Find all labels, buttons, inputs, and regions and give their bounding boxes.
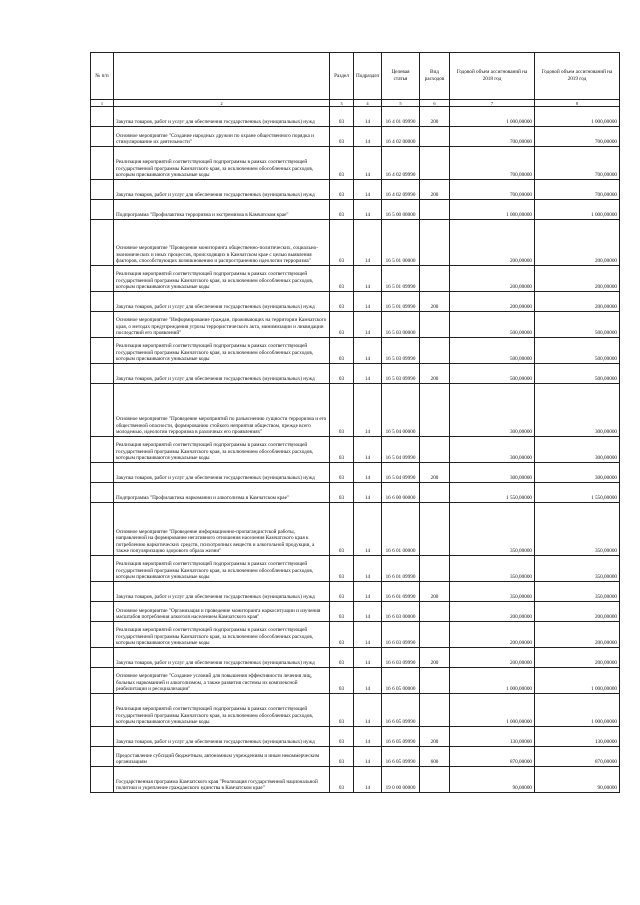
cell-amount-2019: 500,00000 xyxy=(535,364,620,384)
cell-num xyxy=(91,556,114,582)
cell-article: 19 0 00 00000 xyxy=(382,767,420,793)
cell-name: Основное мероприятие "Создание условий для повышения эффективности лечения лиц, больных наркоманией и алкоголизмом, а также развития системы их комплексной реабилитации и ресоциализации" xyxy=(114,668,330,694)
cell-amount-2019: 870,00000 xyxy=(535,747,620,767)
cell-num xyxy=(91,107,114,127)
cell-article: 16 6 05 09990 xyxy=(382,694,420,727)
column-number-row xyxy=(91,100,620,107)
cell-expense-type: 200 xyxy=(420,582,450,602)
cell-subsection: 14 xyxy=(354,582,382,602)
cell-article: 16 5 01 09990 xyxy=(382,292,420,312)
cell-num xyxy=(91,200,114,220)
column-number: 5 xyxy=(382,100,420,107)
cell-name: Закупка товаров, работ и услуг для обеспечения государственных (муниципальных) нужд xyxy=(114,648,330,668)
cell-amount-2018: 500,00000 xyxy=(450,312,535,338)
cell-amount-2018: 200,00000 xyxy=(450,648,535,668)
table-row xyxy=(91,147,620,180)
table-row xyxy=(91,338,620,364)
table-row xyxy=(91,266,620,292)
cell-subsection: 14 xyxy=(354,312,382,338)
cell-name: Закупка товаров, работ и услуг для обеспечения государственных (муниципальных) нужд xyxy=(114,180,330,200)
cell-section: 03 xyxy=(330,107,354,127)
cell-num xyxy=(91,582,114,602)
cell-subsection: 14 xyxy=(354,364,382,384)
cell-num xyxy=(91,622,114,648)
cell-expense-type xyxy=(420,437,450,463)
cell-amount-2018: 1 000,00000 xyxy=(450,668,535,694)
cell-expense-type xyxy=(420,503,450,556)
cell-subsection: 14 xyxy=(354,556,382,582)
cell-amount-2019: 700,00000 xyxy=(535,147,620,180)
cell-name: Закупка товаров, работ и услуг для обеспечения государственных (муниципальных) нужд xyxy=(114,364,330,384)
cell-name: Реализация мероприятий соответствующей подпрограммы в рамках соответствующей государственной программы Камчатского края, за исключением обособленных расходов, которым присваиваются уникальные коды xyxy=(114,147,330,180)
cell-num xyxy=(91,292,114,312)
table-row xyxy=(91,648,620,668)
cell-article: 16 6 03 09990 xyxy=(382,648,420,668)
cell-article: 16 6 05 09990 xyxy=(382,747,420,767)
cell-subsection: 14 xyxy=(354,338,382,364)
cell-amount-2018: 200,00000 xyxy=(450,292,535,312)
cell-num xyxy=(91,338,114,364)
cell-expense-type xyxy=(420,694,450,727)
cell-article: 16 5 04 09990 xyxy=(382,463,420,483)
cell-section: 03 xyxy=(330,266,354,292)
cell-amount-2018: 200,00000 xyxy=(450,602,535,622)
table-row xyxy=(91,127,620,147)
cell-section: 03 xyxy=(330,463,354,483)
cell-section: 03 xyxy=(330,767,354,793)
cell-expense-type xyxy=(420,127,450,147)
cell-subsection: 14 xyxy=(354,463,382,483)
table-row xyxy=(91,107,620,127)
cell-subsection: 14 xyxy=(354,668,382,694)
cell-article: 16 5 04 00000 xyxy=(382,384,420,437)
cell-amount-2018: 350,00000 xyxy=(450,556,535,582)
cell-expense-type xyxy=(420,483,450,503)
cell-amount-2019: 350,00000 xyxy=(535,503,620,556)
cell-name: Реализация мероприятий соответствующей подпрограммы в рамках соответствующей государственной программы Камчатского края, за исключением обособленных расходов, которым присваиваются уникальные коды xyxy=(114,622,330,648)
cell-name: Подпрограмма "Профилактика наркомании и алкоголизма в Камчатском крае" xyxy=(114,483,330,503)
budget-table xyxy=(90,52,620,793)
cell-amount-2019: 200,00000 xyxy=(535,648,620,668)
cell-subsection: 14 xyxy=(354,200,382,220)
cell-amount-2018: 870,00000 xyxy=(450,747,535,767)
cell-article: 16 6 01 09990 xyxy=(382,556,420,582)
cell-expense-type xyxy=(420,200,450,220)
cell-subsection: 14 xyxy=(354,180,382,200)
cell-expense-type: 200 xyxy=(420,648,450,668)
cell-section: 03 xyxy=(330,338,354,364)
cell-amount-2019: 500,00000 xyxy=(535,338,620,364)
header-section: Раздел xyxy=(330,53,354,100)
cell-expense-type xyxy=(420,147,450,180)
cell-num xyxy=(91,602,114,622)
cell-amount-2018: 200,00000 xyxy=(450,266,535,292)
table-row xyxy=(91,668,620,694)
cell-subsection: 14 xyxy=(354,622,382,648)
cell-amount-2019: 700,00000 xyxy=(535,127,620,147)
table-row xyxy=(91,364,620,384)
table-row xyxy=(91,694,620,727)
cell-amount-2018: 1 000,00000 xyxy=(450,107,535,127)
cell-amount-2018: 350,00000 xyxy=(450,582,535,602)
cell-name: Основное мероприятие "Проведение мониторинга общественно-политических, социально-экономических и иных процессов, происходящих в Камчатском крае с целью выявления факторов, способствующих возникновению и распространению идеологии терроризма" xyxy=(114,220,330,266)
cell-num xyxy=(91,503,114,556)
cell-amount-2019: 1 000,00000 xyxy=(535,694,620,727)
cell-article: 16 5 03 00000 xyxy=(382,312,420,338)
header-expense-type: Вид расходов xyxy=(420,53,450,100)
cell-amount-2018: 90,00000 xyxy=(450,767,535,793)
cell-amount-2018: 700,00000 xyxy=(450,180,535,200)
cell-name: Подпрограмма "Профилактика терроризма и экстремизма в Камчатском крае" xyxy=(114,200,330,220)
cell-num xyxy=(91,648,114,668)
cell-article: 16 6 03 09990 xyxy=(382,622,420,648)
cell-article: 16 4 02 09990 xyxy=(382,180,420,200)
cell-num xyxy=(91,147,114,180)
cell-article: 16 4 01 09990 xyxy=(382,107,420,127)
cell-name: Закупка товаров, работ и услуг для обеспечения государственных (муниципальных) нужд xyxy=(114,582,330,602)
cell-subsection: 14 xyxy=(354,147,382,180)
cell-name: Государственная программа Камчатского края "Реализация государственной национальной политики и укрепление гражданского единства в Камчатском крае" xyxy=(114,767,330,793)
cell-amount-2019: 90,00000 xyxy=(535,767,620,793)
cell-article: 16 5 04 09990 xyxy=(382,437,420,463)
cell-subsection: 14 xyxy=(354,384,382,437)
cell-amount-2019: 300,00000 xyxy=(535,437,620,463)
cell-subsection: 14 xyxy=(354,266,382,292)
cell-section: 03 xyxy=(330,147,354,180)
cell-amount-2018: 300,00000 xyxy=(450,463,535,483)
cell-amount-2019: 200,00000 xyxy=(535,602,620,622)
table-row xyxy=(91,556,620,582)
cell-article: 16 6 01 00000 xyxy=(382,503,420,556)
cell-article: 16 5 00 00000 xyxy=(382,200,420,220)
cell-expense-type: 200 xyxy=(420,292,450,312)
table-row xyxy=(91,582,620,602)
cell-article: 16 5 01 09990 xyxy=(382,266,420,292)
cell-amount-2019: 1 000,00000 xyxy=(535,107,620,127)
cell-amount-2019: 130,00000 xyxy=(535,727,620,747)
cell-section: 03 xyxy=(330,602,354,622)
header-num: № п/п xyxy=(91,53,114,100)
cell-amount-2018: 700,00000 xyxy=(450,147,535,180)
header-amount-2019: Годовой объем ассигнований на 2019 год xyxy=(535,53,620,100)
cell-section: 03 xyxy=(330,200,354,220)
cell-amount-2019: 350,00000 xyxy=(535,582,620,602)
cell-name: Закупка товаров, работ и услуг для обеспечения государственных (муниципальных) нужд xyxy=(114,463,330,483)
table-body xyxy=(91,107,620,793)
cell-amount-2019: 1 550,00000 xyxy=(535,483,620,503)
cell-num xyxy=(91,266,114,292)
cell-subsection: 14 xyxy=(354,437,382,463)
cell-subsection: 14 xyxy=(354,747,382,767)
cell-subsection: 14 xyxy=(354,292,382,312)
cell-amount-2019: 200,00000 xyxy=(535,622,620,648)
cell-amount-2018: 200,00000 xyxy=(450,622,535,648)
cell-expense-type xyxy=(420,622,450,648)
header-row xyxy=(91,53,620,100)
table-row xyxy=(91,602,620,622)
table-row xyxy=(91,727,620,747)
column-number: 7 xyxy=(450,100,535,107)
cell-amount-2018: 500,00000 xyxy=(450,364,535,384)
cell-subsection: 14 xyxy=(354,107,382,127)
cell-amount-2018: 300,00000 xyxy=(450,437,535,463)
cell-amount-2018: 200,00000 xyxy=(450,220,535,266)
cell-subsection: 14 xyxy=(354,694,382,727)
cell-subsection: 14 xyxy=(354,127,382,147)
cell-amount-2018: 300,00000 xyxy=(450,384,535,437)
cell-num xyxy=(91,127,114,147)
cell-expense-type xyxy=(420,338,450,364)
cell-expense-type: 200 xyxy=(420,364,450,384)
cell-section: 03 xyxy=(330,437,354,463)
cell-amount-2019: 350,00000 xyxy=(535,556,620,582)
cell-amount-2019: 300,00000 xyxy=(535,463,620,483)
cell-article: 16 6 03 00000 xyxy=(382,602,420,622)
cell-article: 16 4 02 00000 xyxy=(382,127,420,147)
cell-expense-type xyxy=(420,668,450,694)
cell-section: 03 xyxy=(330,648,354,668)
table-row xyxy=(91,747,620,767)
cell-num xyxy=(91,220,114,266)
cell-amount-2019: 500,00000 xyxy=(535,312,620,338)
cell-article: 16 5 03 09990 xyxy=(382,338,420,364)
cell-expense-type: 200 xyxy=(420,180,450,200)
cell-expense-type: 200 xyxy=(420,107,450,127)
header-amount-2018: Годовой объем ассигнований на 2018 год xyxy=(450,53,535,100)
cell-amount-2019: 1 000,00000 xyxy=(535,668,620,694)
cell-section: 03 xyxy=(330,622,354,648)
cell-article: 16 4 02 09990 xyxy=(382,147,420,180)
cell-num xyxy=(91,437,114,463)
cell-num xyxy=(91,312,114,338)
cell-amount-2019: 200,00000 xyxy=(535,266,620,292)
cell-num xyxy=(91,668,114,694)
cell-article: 16 6 01 09990 xyxy=(382,582,420,602)
cell-name: Основное мероприятие "Организация и проведение мониторинга наркоситуации и изучения масштабов потребления алкоголя населением Камчатского края" xyxy=(114,602,330,622)
header-subsection: Подраздел xyxy=(354,53,382,100)
cell-amount-2019: 700,00000 xyxy=(535,180,620,200)
cell-name: Основное мероприятие "Информирование граждан, проживающих на территории Камчатского края, о методах предупреждения угрозы террористического акта, минимизации и ликвидации последствий его проявлений" xyxy=(114,312,330,338)
table-row xyxy=(91,503,620,556)
cell-num xyxy=(91,767,114,793)
cell-num xyxy=(91,384,114,437)
table-row xyxy=(91,220,620,266)
table-row xyxy=(91,180,620,200)
header-article: Целевая статья xyxy=(382,53,420,100)
column-number: 2 xyxy=(114,100,330,107)
cell-name: Основное мероприятие "Проведение мероприятий по разъяснению сущности терроризма и его общественной опасности, формированию стойкого неприятия обществом, прежде всего молодежью, идеологии терроризма в различных его проявлениях" xyxy=(114,384,330,437)
cell-amount-2018: 130,00000 xyxy=(450,727,535,747)
cell-expense-type xyxy=(420,266,450,292)
cell-expense-type xyxy=(420,384,450,437)
cell-amount-2018: 1 000,00000 xyxy=(450,694,535,727)
cell-section: 03 xyxy=(330,364,354,384)
cell-num xyxy=(91,747,114,767)
cell-name: Основное мероприятие "Создание народных дружин по охране общественного порядка и стимулирование их деятельности" xyxy=(114,127,330,147)
cell-name: Закупка товаров, работ и услуг для обеспечения государственных (муниципальных) нужд xyxy=(114,727,330,747)
cell-name: Предоставление субсидий бюджетным, автономным учреждениям и иным некоммерческим организациям xyxy=(114,747,330,767)
table-row xyxy=(91,437,620,463)
cell-name: Основное мероприятие "Проведение информационно-пропагандистской работы, направленной на формирование негативного отношения населения Камчатского края к потреблению наркотических средств, психотропных веществ и алкогольной продукции, а также популяризацию здорового образа жизни" xyxy=(114,503,330,556)
cell-section: 03 xyxy=(330,503,354,556)
cell-section: 03 xyxy=(330,483,354,503)
cell-amount-2019: 200,00000 xyxy=(535,220,620,266)
cell-section: 03 xyxy=(330,312,354,338)
cell-article: 16 5 03 09990 xyxy=(382,364,420,384)
cell-section: 03 xyxy=(330,727,354,747)
cell-expense-type xyxy=(420,556,450,582)
column-number: 6 xyxy=(420,100,450,107)
cell-amount-2018: 1 000,00000 xyxy=(450,200,535,220)
cell-section: 03 xyxy=(330,582,354,602)
table-row xyxy=(91,767,620,793)
cell-name: Реализация мероприятий соответствующей подпрограммы в рамках соответствующей государственной программы Камчатского края, за исключением обособленных расходов, которым присваиваются уникальные коды xyxy=(114,338,330,364)
cell-subsection: 14 xyxy=(354,602,382,622)
table-row xyxy=(91,483,620,503)
cell-name: Закупка товаров, работ и услуг для обеспечения государственных (муниципальных) нужд xyxy=(114,107,330,127)
cell-subsection: 14 xyxy=(354,483,382,503)
cell-expense-type: 200 xyxy=(420,727,450,747)
cell-section: 03 xyxy=(330,668,354,694)
cell-num xyxy=(91,727,114,747)
cell-name: Реализация мероприятий соответствующей подпрограммы в рамках соответствующей государственной программы Камчатского края, за исключением обособленных расходов, которым присваиваются уникальные коды xyxy=(114,266,330,292)
cell-name: Реализация мероприятий соответствующей подпрограммы в рамках соответствующей государственной программы Камчатского края, за исключением обособленных расходов, которым присваиваются уникальные коды xyxy=(114,694,330,727)
cell-num xyxy=(91,694,114,727)
cell-subsection: 14 xyxy=(354,767,382,793)
table-row xyxy=(91,384,620,437)
cell-section: 03 xyxy=(330,747,354,767)
header-name xyxy=(114,53,330,100)
table-row xyxy=(91,463,620,483)
cell-num xyxy=(91,180,114,200)
cell-subsection: 14 xyxy=(354,503,382,556)
cell-article: 16 6 05 09990 xyxy=(382,727,420,747)
cell-section: 03 xyxy=(330,127,354,147)
table-row xyxy=(91,292,620,312)
cell-section: 03 xyxy=(330,180,354,200)
table-row xyxy=(91,312,620,338)
cell-article: 16 6 05 00000 xyxy=(382,668,420,694)
column-number: 1 xyxy=(91,100,114,107)
table-row xyxy=(91,622,620,648)
cell-subsection: 14 xyxy=(354,648,382,668)
cell-expense-type xyxy=(420,767,450,793)
cell-name: Реализация мероприятий соответствующей подпрограммы в рамках соответствующей государственной программы Камчатского края, за исключением обособленных расходов, которым присваиваются уникальные коды xyxy=(114,556,330,582)
cell-amount-2019: 300,00000 xyxy=(535,384,620,437)
cell-amount-2018: 1 550,00000 xyxy=(450,483,535,503)
cell-expense-type xyxy=(420,312,450,338)
cell-amount-2018: 700,00000 xyxy=(450,127,535,147)
cell-name: Реализация мероприятий соответствующей подпрограммы в рамках соответствующей государственной программы Камчатского края, за исключением обособленных расходов, которым присваиваются уникальные коды xyxy=(114,437,330,463)
cell-amount-2019: 200,00000 xyxy=(535,292,620,312)
column-number: 8 xyxy=(535,100,620,107)
cell-num xyxy=(91,463,114,483)
cell-section: 03 xyxy=(330,220,354,266)
cell-article: 16 6 00 00000 xyxy=(382,483,420,503)
table-row xyxy=(91,200,620,220)
cell-expense-type xyxy=(420,602,450,622)
cell-section: 03 xyxy=(330,384,354,437)
cell-expense-type: 600 xyxy=(420,747,450,767)
cell-amount-2018: 350,00000 xyxy=(450,503,535,556)
cell-expense-type xyxy=(420,220,450,266)
column-number: 3 xyxy=(330,100,354,107)
cell-section: 03 xyxy=(330,694,354,727)
cell-section: 03 xyxy=(330,292,354,312)
cell-amount-2018: 500,00000 xyxy=(450,338,535,364)
cell-section: 03 xyxy=(330,556,354,582)
cell-name: Закупка товаров, работ и услуг для обеспечения государственных (муниципальных) нужд xyxy=(114,292,330,312)
cell-subsection: 14 xyxy=(354,220,382,266)
cell-num xyxy=(91,364,114,384)
cell-num xyxy=(91,483,114,503)
cell-expense-type: 200 xyxy=(420,463,450,483)
cell-article: 16 5 01 00000 xyxy=(382,220,420,266)
cell-amount-2019: 1 000,00000 xyxy=(535,200,620,220)
column-number: 4 xyxy=(354,100,382,107)
cell-subsection: 14 xyxy=(354,727,382,747)
